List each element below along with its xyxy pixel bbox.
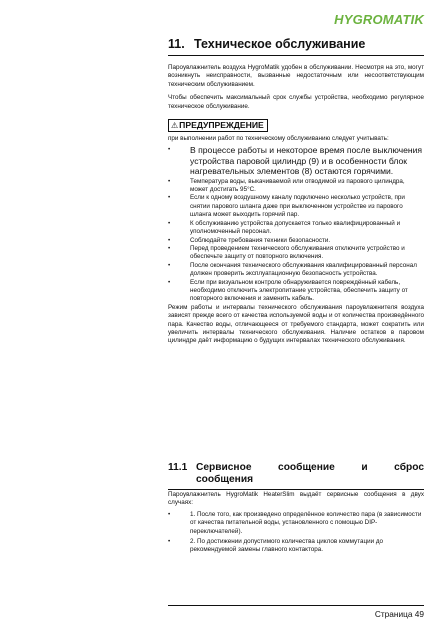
page-number: Страница 49 [374,609,424,619]
warning-box [168,119,268,132]
paragraph-lifetime: Чтобы обеспечить максимальный срок службы устройства, необходимо регулярное техническое обслуживание. [168,94,424,110]
subsection-title-line1: Сервисное сообщение и сброс [196,462,424,473]
warning-label: ПРЕДУПРЕЖДЕНИЕ [179,120,264,131]
section-number: 11. [168,37,185,51]
list-item: • Если при визуальном контроле обнаруживается повреждённый кабель, необходимо отключить электропитание устройства, обеспечить защиту от повторного включения и заменить кабель. [168,278,408,303]
subsection-intro: Пароувлажнитель HygroMatik HeaterSlim выдаёт сервисные сообщения в двух случаях: [168,491,424,507]
bullet-icon: • [168,261,171,269]
list-item: • Соблюдайте требования техники безопасности. [168,236,331,244]
paragraph-intro: Пароувлажнитель воздуха HygroMatik удобен в обслуживании. Несмотря на это, могут возникнуть неисправности, вызванные недостаточным или несоответствующим техническим обслуживанием. [168,64,424,88]
subsection-heading [168,462,424,490]
section-body [168,64,424,351]
bullet-icon: • [168,194,171,202]
list-item: • 2. По достижении допустимого количества циклов коммутации до рекомендуемой замены главного контактора. [168,538,384,554]
list-item: • К обслуживанию устройства допускается только квалифицированный и уполномоченный персонал. [168,219,401,236]
subsection-body [168,491,424,557]
list-item: • В процессе работы и некоторое время после выключения устройства паровой цилиндр (9) и в особенности блок нагревательных элементов (8) остаются горячими. [168,145,423,177]
warning-triangle-icon: ⚠ [171,121,179,131]
warning-intro: при выполнении работ по техническому обслуживанию следует учитывать: [168,135,389,143]
subsection-number: 11.1 [168,462,188,473]
subsection-title-line2: сообщения [196,474,254,485]
list-item: • 1. После того, как произведено определённое количество пара (в зависимости от качества питательной воды, установленного с помощью DIP-переключателей). [168,510,422,535]
warning-list [168,145,424,303]
logo-part2: MATIK [382,12,424,27]
bullet-icon: • [168,177,171,185]
list-item: • Температура воды, выкачиваемой или отводимой из парового цилиндра, может достигать 95°C. [168,177,405,194]
bullet-icon: • [168,146,171,154]
bullet-icon: • [168,244,171,252]
section-heading [168,37,424,56]
bullet-icon: • [168,219,171,227]
list-item: • Если к одному воздушному каналу подключено несколько устройств, при снятии парового шланга даже при выключенном устройстве из парового шланга может выходить горячий пар. [168,194,405,219]
bullet-icon: • [168,510,171,518]
bullet-icon: • [168,538,171,546]
section-title: Техническое обслуживание [194,37,366,51]
hygromatik-logo [334,12,424,27]
list-item: • После окончания технического обслуживания квалифицированный персонал должен проверить эксплуатационную безопасность устройства. [168,261,417,278]
list-item: • Перед проведением технического обслуживания отключите устройство и обеспечьте защиту от повторного включения. [168,244,405,261]
logo-part1: HYGRO [334,12,383,27]
paragraph-maintenance-intervals: Режим работы и интервалы технического обслуживания пароувлажнителя воздуха зависят прежде всего от качества используемой воды и от количества произведённого пара. Качество воды, отличающееся от требуемого стандарта, может сократить или увеличить интервалы технического обслуживания. Наличие остатков в паровом цилиндре даёт информацию о будущих интервалах технического обслуживания. [168,303,424,345]
bullet-icon: • [168,278,171,286]
bullet-icon: • [168,236,171,244]
page-footer [168,605,424,619]
service-message-list [168,511,424,555]
